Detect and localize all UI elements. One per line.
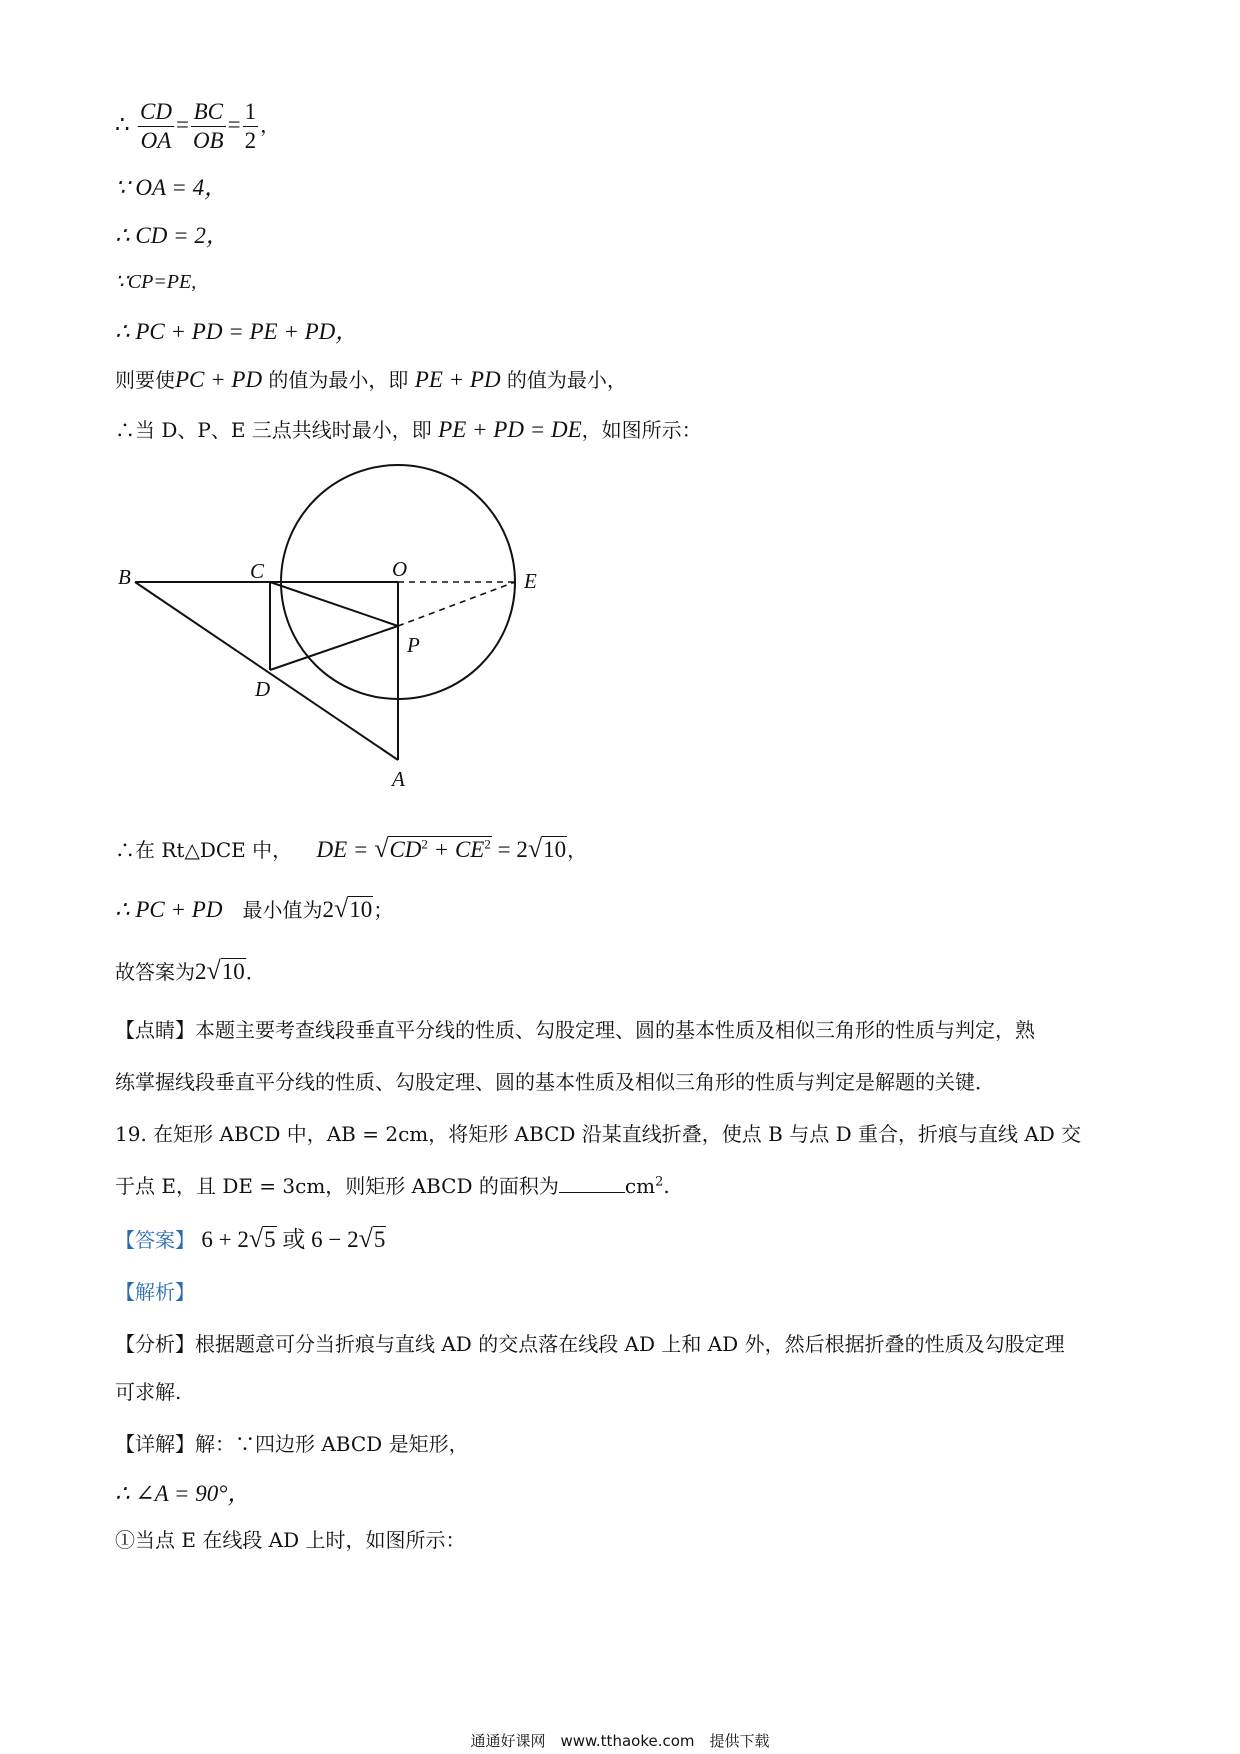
conclusion-cd: ∴ CD = 2，	[115, 223, 229, 248]
math: PC + PD	[175, 367, 263, 392]
text: 的值为最小，即	[262, 368, 415, 392]
label-p: P	[407, 633, 420, 657]
text: 的值为最小，	[500, 368, 627, 392]
angle-statement: ∴ ∠A = 90°，	[115, 1481, 251, 1506]
text: 则要使	[115, 368, 175, 392]
text: ∴当 D、P、E 三点共线时最小，即	[115, 418, 439, 442]
math: PE + PD	[414, 367, 501, 392]
punctuation: ．	[245, 960, 266, 984]
unit-exponent: 2	[655, 1174, 664, 1190]
denominator: OA	[140, 128, 172, 153]
denominator: OB	[192, 128, 224, 153]
math: ∴ PC + PD	[115, 897, 223, 922]
summary-line-2: 练掌握线段垂直平分线的性质、勾股定理、圆的基本性质及相似三角形的性质与判定是解题的关键．	[115, 1070, 995, 1094]
text: ，如图所示：	[581, 418, 702, 442]
case-1-statement: ①当点 E 在线段 AD 上时，如图所示：	[115, 1528, 466, 1552]
segment-ba	[135, 582, 398, 760]
math: 2	[195, 959, 207, 984]
text: 最小值为	[222, 898, 323, 922]
sqrt-10: √10	[527, 834, 567, 863]
radicand: 5	[264, 1227, 276, 1252]
de-computation	[115, 836, 587, 862]
label-e: E	[524, 569, 537, 593]
answer-line	[115, 1226, 386, 1252]
sqrt-5: √5	[358, 1224, 386, 1253]
fraction-cd-oa	[138, 98, 174, 155]
segment-cp	[270, 582, 398, 626]
label-c: C	[250, 559, 265, 583]
math: CD	[389, 837, 422, 862]
radicand: 5	[373, 1227, 386, 1252]
math: 或 6 − 2	[276, 1227, 359, 1252]
analysis-label: 【解析】	[115, 1280, 195, 1304]
label-a: A	[392, 767, 405, 791]
answer-statement	[115, 958, 266, 984]
math: 2	[322, 897, 334, 922]
math: 6 + 2	[201, 1227, 249, 1252]
sqrt-10: √10	[333, 894, 373, 923]
solution-line-1: 【详解】解：∵四边形 ABCD 是矩形，	[115, 1432, 469, 1456]
minimize-statement	[115, 368, 627, 391]
text: 于点 E，且 DE = 3cm，则矩形 ABCD 的面积为	[115, 1174, 559, 1198]
equation-pc-pd: ∴ PC + PD = PE + PD，	[115, 319, 359, 344]
numerator: BC	[191, 98, 226, 127]
answer-blank	[559, 1172, 625, 1193]
label-d: D	[255, 677, 271, 701]
analysis-line-1: 【分析】根据题意可分当折痕与直线 AD 的交点落在线段 AD 上和 AD 外，然后根据折叠的性质及勾股定理	[115, 1332, 1065, 1356]
numerator: 1	[243, 98, 259, 127]
fraction-equation: ∴ $\frac{CD}{OA}$ = $\frac{BC}{OB}$ = $\frac{1}{2}$ ，	[115, 99, 281, 153]
label-o: O	[392, 557, 408, 581]
punctuation: .	[663, 1174, 670, 1198]
radicand: 10	[221, 959, 245, 984]
geometry-figure	[110, 460, 570, 800]
numerator: CD	[138, 98, 174, 127]
text: ∴在 Rt△DCE 中，	[115, 838, 293, 862]
denominator: 2	[244, 128, 257, 153]
analysis-line-2: 可求解.	[115, 1380, 182, 1404]
page-footer: 通通好课网 www.tthaoke.com 提供下载	[470, 1732, 770, 1750]
collinear-statement	[115, 418, 702, 441]
segment-pe-dashed	[398, 582, 515, 626]
therefore-symbol: ∴	[115, 112, 130, 137]
sqrt-10: √10	[206, 956, 245, 985]
math: PE + PD = DE	[438, 417, 582, 442]
min-value-statement	[115, 896, 393, 922]
punctuation: ，	[567, 838, 588, 862]
label-b: B	[118, 565, 131, 589]
punctuation: ；	[373, 898, 394, 922]
answer-label: 【答案】	[115, 1228, 195, 1252]
given-oa: ∵ OA = 4，	[115, 175, 228, 200]
unit: cm	[624, 1174, 656, 1198]
fraction-one-half	[243, 98, 259, 155]
radicand: 10	[543, 837, 567, 862]
sqrt-5: √5	[248, 1224, 276, 1253]
segment-dp	[270, 626, 398, 670]
question-19-line-2	[115, 1172, 670, 1196]
radicand: 10	[349, 897, 373, 922]
summary-line-1: 【点睛】本题主要考查线段垂直平分线的性质、勾股定理、圆的基本性质及相似三角形的性质与判定，熟	[115, 1018, 1035, 1042]
math: + CE	[427, 837, 485, 862]
question-19-line-1: 19. 在矩形 ABCD 中，AB = 2cm，将矩形 ABCD 沿某直线折叠，使点 B 与点 D 重合，折痕与直线 AD 交	[115, 1122, 1082, 1146]
given-cp-pe: ∵CP=PE,	[115, 271, 197, 293]
text: 故答案为	[115, 960, 195, 984]
math: DE =	[316, 837, 375, 862]
math: = 2	[491, 837, 528, 862]
sqrt-expression: $√CD^2 + CE^2$	[374, 834, 491, 863]
punctuation: ，	[260, 113, 281, 137]
fraction-bc-ob	[191, 98, 226, 155]
